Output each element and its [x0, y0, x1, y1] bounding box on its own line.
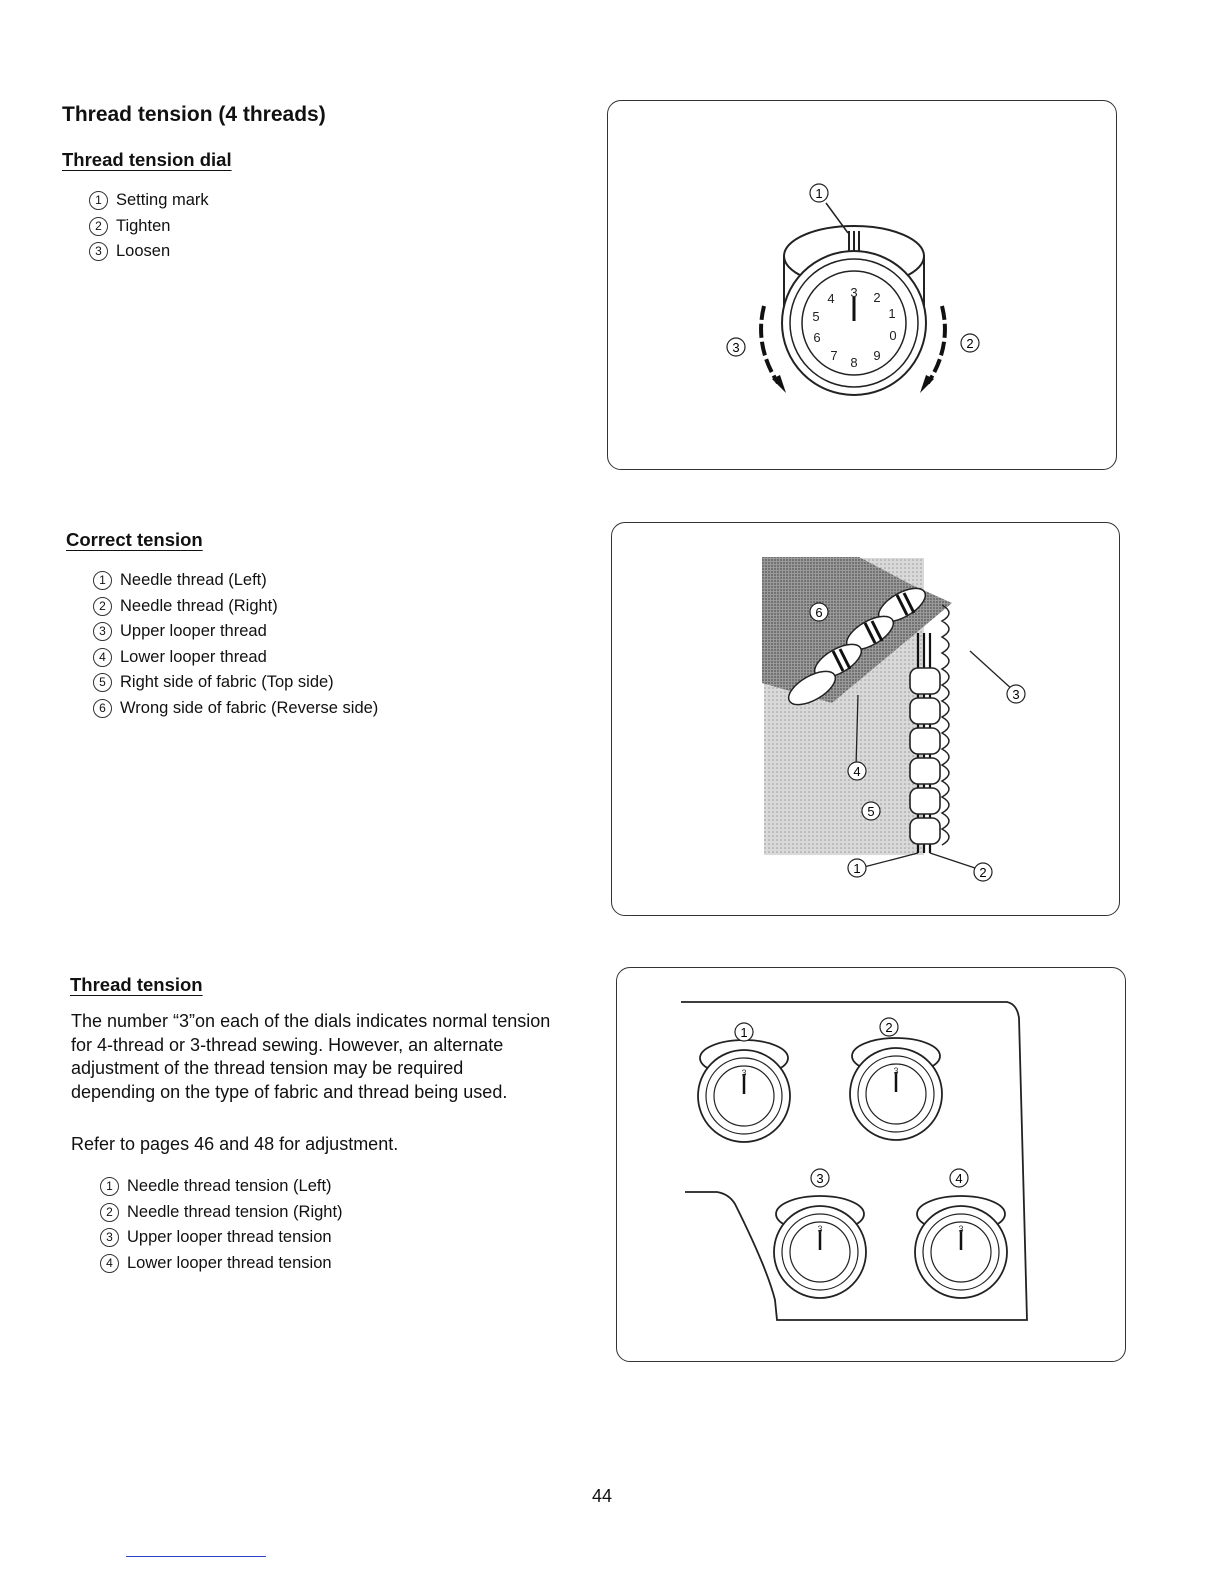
dial-legend-list — [89, 188, 209, 265]
overlock-stitch-illustration — [612, 523, 1119, 915]
dial-number: 6 — [813, 330, 821, 345]
list-item: 1 Needle thread (Left) — [93, 568, 378, 594]
dial-number: 9 — [873, 348, 881, 363]
callout-number: 5 — [867, 804, 875, 819]
tension-reference: Refer to pages 46 and 48 for adjustment. — [71, 1134, 399, 1154]
list-item: 3 Loosen — [89, 239, 209, 265]
callout-number: 1 — [853, 861, 861, 876]
dial-number: 3 — [958, 1224, 964, 1234]
callout-number: 2 — [979, 865, 987, 880]
section-heading-dial: Thread tension dial — [62, 149, 232, 170]
dial-number: 1 — [888, 306, 896, 321]
dial-number: 5 — [812, 309, 820, 324]
tension-description: The number “3”on each of the dials indicates normal tension for 4-thread or 3-thread sewing. However, an alternate adjustment of the thread tension may be required depending on the type of fabric and thread being used. — [71, 1011, 551, 1102]
list-item: 4 Lower looper thread tension — [100, 1251, 343, 1277]
callout-number: 4 — [853, 764, 861, 779]
list-item: 4 Lower looper thread — [93, 645, 378, 671]
list-item: 2 Needle thread (Right) — [93, 594, 378, 620]
callout-number: 1 — [815, 186, 823, 201]
callout-number: 2 — [885, 1020, 893, 1035]
callout-number: 3 — [732, 340, 740, 355]
list-item: 5 Right side of fabric (Top side) — [93, 670, 378, 696]
tension-dials-panel-illustration — [617, 968, 1125, 1361]
dial-number: 3 — [893, 1066, 899, 1076]
list-item: 1 Setting mark — [89, 188, 209, 214]
tension-legend-list — [100, 1174, 343, 1276]
dial-number: 2 — [873, 290, 881, 305]
dial-number: 8 — [850, 355, 858, 370]
dial-number: 0 — [889, 328, 897, 343]
correct-legend-list — [93, 568, 378, 721]
list-item: 2 Needle thread tension (Right) — [100, 1200, 343, 1226]
section-heading-correct: Correct tension — [66, 529, 203, 550]
correct-tension-figure — [611, 522, 1120, 916]
dial-number: 3 — [741, 1068, 747, 1078]
page-title: Thread tension (4 threads) — [62, 103, 326, 126]
dial-number: 4 — [827, 291, 835, 306]
list-item: 6 Wrong side of fabric (Reverse side) — [93, 696, 378, 722]
footer-rule — [126, 1556, 266, 1557]
callout-number: 3 — [1012, 687, 1020, 702]
list-item: 3 Upper looper thread — [93, 619, 378, 645]
list-item: 1 Needle thread tension (Left) — [100, 1174, 343, 1200]
callout-number: 3 — [816, 1171, 824, 1186]
callout-number: 4 — [955, 1171, 963, 1186]
dial-number: 3 — [850, 285, 858, 300]
callout-number: 1 — [740, 1025, 748, 1040]
page-number: 44 — [591, 1486, 613, 1506]
tension-dial-figure — [607, 100, 1117, 470]
section-heading-tension: Thread tension — [70, 974, 203, 995]
dial-number: 7 — [830, 348, 838, 363]
dial-number: 3 — [817, 1224, 823, 1234]
four-dials-figure — [616, 967, 1126, 1362]
callout-number: 6 — [815, 605, 823, 620]
list-item: 3 Upper looper thread tension — [100, 1225, 343, 1251]
list-item: 2 Tighten — [89, 214, 209, 240]
callout-number: 2 — [966, 336, 974, 351]
tension-dial-illustration — [608, 101, 1116, 469]
